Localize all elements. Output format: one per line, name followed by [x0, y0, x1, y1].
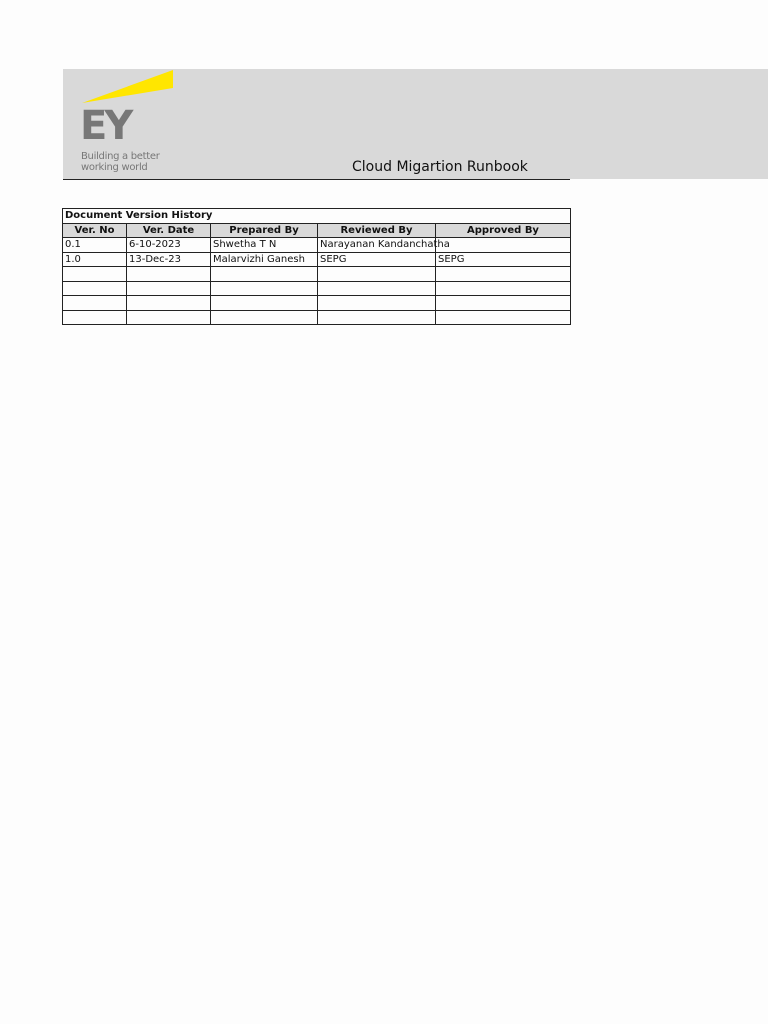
document-title: Cloud Migartion Runbook: [352, 159, 528, 175]
cell-ver-no: 1.0: [63, 252, 127, 267]
cell-ver-date: 13-Dec-23: [127, 252, 211, 267]
cell-ver-date: [127, 281, 211, 296]
cell-approved-by: SEPG: [436, 252, 571, 267]
column-header-prepared-by: Prepared By: [211, 223, 318, 238]
cell-ver-date: [127, 267, 211, 282]
cell-reviewed-by: SEPG: [318, 252, 436, 267]
cell-prepared-by: Shwetha T N: [211, 238, 318, 253]
cell-ver-no: [63, 267, 127, 282]
cell-prepared-by: [211, 310, 318, 325]
cell-approved-by: [436, 238, 571, 253]
cell-reviewed-by: Narayanan Kandanchatha: [318, 238, 436, 253]
table-row: [63, 310, 571, 325]
version-history-caption: Document Version History: [63, 209, 571, 224]
cell-reviewed-by: [318, 281, 436, 296]
version-history-header-row: [63, 223, 571, 238]
cell-ver-no: [63, 296, 127, 311]
table-row: [63, 296, 571, 311]
column-header-reviewed-by: Reviewed By: [318, 223, 436, 238]
cell-prepared-by: [211, 267, 318, 282]
table-row: [63, 238, 571, 253]
cell-ver-date: [127, 310, 211, 325]
version-history-table: [62, 208, 571, 325]
cell-reviewed-by: [318, 296, 436, 311]
cell-approved-by: [436, 281, 571, 296]
cell-prepared-by: [211, 281, 318, 296]
cell-ver-no: 0.1: [63, 238, 127, 253]
table-row: [63, 281, 571, 296]
logo-tagline: [81, 151, 160, 173]
ey-logo: [80, 70, 180, 176]
column-header-ver-no: Ver. No: [63, 223, 127, 238]
logo-tagline-line2: working world: [81, 162, 148, 173]
cell-ver-date: [127, 296, 211, 311]
cell-approved-by: [436, 267, 571, 282]
cell-approved-by: [436, 310, 571, 325]
table-row: [63, 252, 571, 267]
cell-prepared-by: [211, 296, 318, 311]
table-row: [63, 267, 571, 282]
version-history-caption-row: [63, 209, 571, 224]
cell-reviewed-by: [318, 267, 436, 282]
cell-reviewed-by: [318, 310, 436, 325]
logo-wordmark: EY: [80, 103, 131, 149]
cell-approved-by: [436, 296, 571, 311]
header-divider: [63, 179, 570, 180]
cell-ver-no: [63, 310, 127, 325]
column-header-approved-by: Approved By: [436, 223, 571, 238]
cell-ver-no: [63, 281, 127, 296]
cell-ver-date: 6-10-2023: [127, 238, 211, 253]
cell-prepared-by: Malarvizhi Ganesh: [211, 252, 318, 267]
column-header-ver-date: Ver. Date: [127, 223, 211, 238]
logo-tagline-line1: Building a better: [81, 151, 160, 162]
